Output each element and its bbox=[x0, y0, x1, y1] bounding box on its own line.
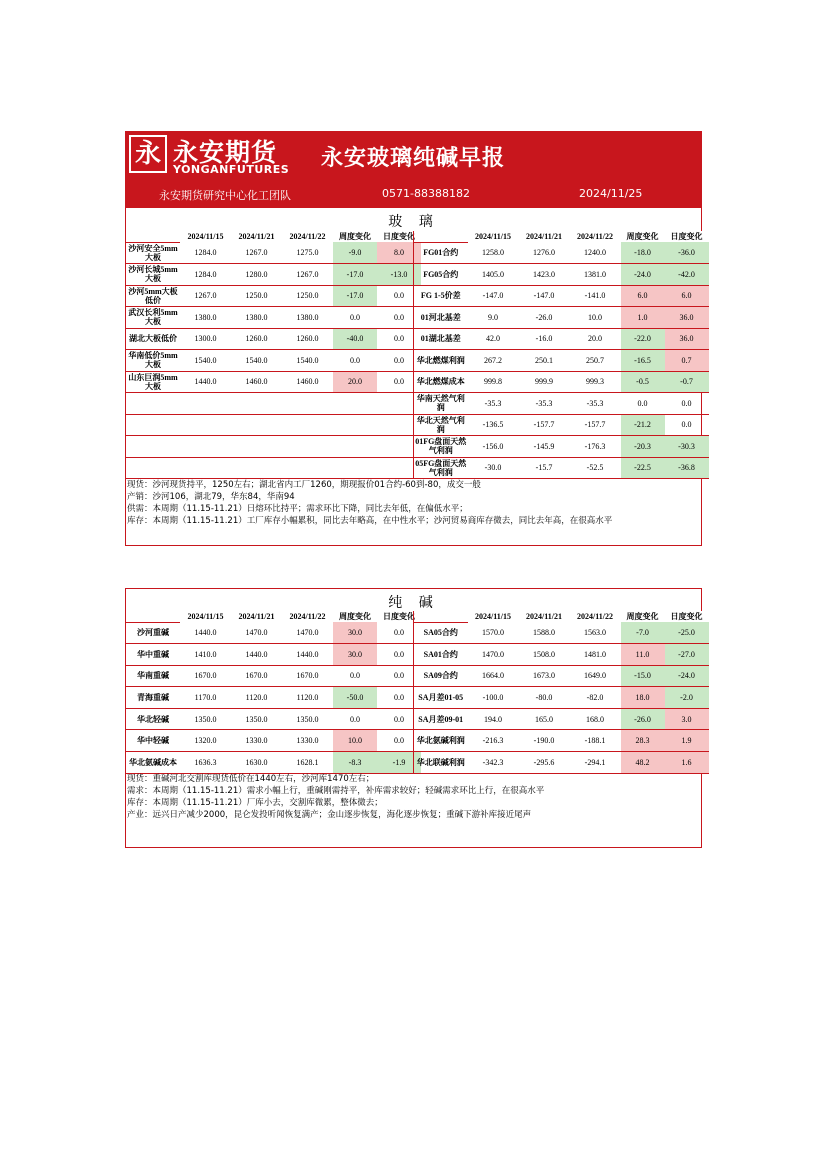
weekly-change: -7.0 bbox=[621, 622, 665, 644]
value-cell: 1330.0 bbox=[282, 730, 333, 752]
value-cell: 250.1 bbox=[519, 350, 570, 372]
daily-change: -30.3 bbox=[665, 436, 709, 458]
value-cell: -190.0 bbox=[519, 730, 570, 752]
value-cell: 267.2 bbox=[468, 350, 519, 372]
value-cell: 42.0 bbox=[468, 328, 519, 350]
glass-notes bbox=[127, 479, 612, 527]
row-label: 华北燃煤利润 bbox=[414, 350, 468, 372]
value-cell: 1284.0 bbox=[180, 242, 231, 264]
value-cell: 1240.0 bbox=[570, 242, 621, 264]
row-label: 华北联碱利润 bbox=[414, 752, 468, 774]
row-label: 华南重碱 bbox=[126, 665, 180, 687]
value-cell: -147.0 bbox=[468, 285, 519, 307]
daily-change: 0.0 bbox=[377, 328, 421, 350]
value-cell: -15.7 bbox=[519, 457, 570, 479]
value-cell: 1670.0 bbox=[180, 665, 231, 687]
value-cell: 1350.0 bbox=[282, 708, 333, 730]
table-row bbox=[126, 708, 421, 730]
table-row bbox=[414, 371, 709, 393]
value-cell: 1275.0 bbox=[282, 242, 333, 264]
column-header: 2024/11/22 bbox=[576, 612, 613, 621]
table-row bbox=[126, 242, 421, 264]
daily-change: 1.6 bbox=[665, 752, 709, 774]
empty-row bbox=[126, 436, 421, 458]
note-line: 产业：远兴日产减少2000，昆仑发投听闻恢复满产；金山逐步恢复，海化逐步恢复；重碱下游补库接近尾声 bbox=[127, 810, 532, 820]
weekly-change: 18.0 bbox=[621, 687, 665, 709]
row-label: FG05合约 bbox=[414, 264, 468, 286]
logo-en: YONGANFUTURES bbox=[173, 163, 290, 176]
value-cell: 1460.0 bbox=[282, 371, 333, 393]
logo-cn: 永安期货 bbox=[173, 138, 278, 167]
table-row bbox=[414, 730, 709, 752]
weekly-change: 48.2 bbox=[621, 752, 665, 774]
value-cell: 1540.0 bbox=[231, 350, 282, 372]
weekly-change: -20.3 bbox=[621, 436, 665, 458]
row-label: 沙河安全5mm大板 bbox=[126, 242, 180, 264]
daily-change: -36.0 bbox=[665, 242, 709, 264]
table-row bbox=[126, 752, 421, 774]
empty-row bbox=[126, 393, 421, 415]
row-label: 华中轻碱 bbox=[126, 730, 180, 752]
header-blank bbox=[126, 611, 180, 622]
row-label: SA月差09-01 bbox=[414, 708, 468, 730]
table-row bbox=[414, 708, 709, 730]
empty-row bbox=[126, 414, 421, 436]
value-cell: 1649.0 bbox=[570, 665, 621, 687]
value-cell: 1170.0 bbox=[180, 687, 231, 709]
daily-change: -27.0 bbox=[665, 644, 709, 666]
value-cell: 1540.0 bbox=[180, 350, 231, 372]
weekly-change: -22.0 bbox=[621, 328, 665, 350]
table-row bbox=[126, 687, 421, 709]
row-label: SA05合约 bbox=[414, 622, 468, 644]
value-cell: 1380.0 bbox=[180, 307, 231, 329]
column-header: 2024/11/15 bbox=[187, 232, 224, 241]
table-row bbox=[414, 752, 709, 774]
note-line: 供需：本周期（11.15-11.21）日熔环比持平；需求环比下降，同比去年低，在偏低水平； bbox=[127, 504, 468, 514]
row-label: 沙河5mm大板低价 bbox=[126, 285, 180, 307]
table-row bbox=[414, 242, 709, 264]
value-cell: -342.3 bbox=[468, 752, 519, 774]
row-label: 武汉长利5mm大板 bbox=[126, 307, 180, 329]
row-label: 华北氨碱利润 bbox=[414, 730, 468, 752]
column-header: 2024/11/21 bbox=[238, 612, 275, 621]
row-label: 青海重碱 bbox=[126, 687, 180, 709]
value-cell: -82.0 bbox=[570, 687, 621, 709]
column-header: 周度变化 bbox=[621, 611, 665, 622]
row-label: FG 1-5价差 bbox=[414, 285, 468, 307]
value-cell: 1267.0 bbox=[231, 242, 282, 264]
weekly-change: -40.0 bbox=[333, 328, 377, 350]
daily-change: 6.0 bbox=[665, 285, 709, 307]
value-cell: -145.9 bbox=[519, 436, 570, 458]
table-row bbox=[414, 457, 709, 479]
value-cell: 1405.0 bbox=[468, 264, 519, 286]
daily-change: 0.0 bbox=[377, 644, 421, 666]
daily-change: -1.9 bbox=[377, 752, 421, 774]
value-cell: 1440.0 bbox=[282, 644, 333, 666]
daily-change: 0.7 bbox=[665, 350, 709, 372]
value-cell: -30.0 bbox=[468, 457, 519, 479]
value-cell: 1470.0 bbox=[468, 644, 519, 666]
value-cell: -188.1 bbox=[570, 730, 621, 752]
value-cell: -35.3 bbox=[468, 393, 519, 415]
value-cell: 1508.0 bbox=[519, 644, 570, 666]
note-line: 库存：本周期（11.15-11.21）厂库小去，交割库微累，整体微去； bbox=[127, 798, 383, 808]
value-cell: 1440.0 bbox=[180, 622, 231, 644]
value-cell: 999.3 bbox=[570, 371, 621, 393]
row-label: 01河北基差 bbox=[414, 307, 468, 329]
row-label: SA01合约 bbox=[414, 644, 468, 666]
value-cell: 1381.0 bbox=[570, 264, 621, 286]
table-row bbox=[414, 264, 709, 286]
row-label: 华中重碱 bbox=[126, 644, 180, 666]
weekly-change: 0.0 bbox=[621, 393, 665, 415]
logo-mark: 永 bbox=[129, 135, 167, 173]
value-cell: 1320.0 bbox=[180, 730, 231, 752]
column-header: 2024/11/15 bbox=[187, 612, 224, 621]
daily-change: -36.8 bbox=[665, 457, 709, 479]
row-label: 湖北大板低价 bbox=[126, 328, 180, 350]
table-row bbox=[414, 328, 709, 350]
report-title: 永安玻璃纯碱早报 bbox=[321, 146, 506, 171]
value-cell: 1280.0 bbox=[231, 264, 282, 286]
daily-change: -0.7 bbox=[665, 371, 709, 393]
value-cell: 1670.0 bbox=[231, 665, 282, 687]
empty-row bbox=[126, 457, 421, 479]
value-cell: 1410.0 bbox=[180, 644, 231, 666]
daily-change: 0.0 bbox=[377, 350, 421, 372]
weekly-change: -8.3 bbox=[333, 752, 377, 774]
value-cell: 1540.0 bbox=[282, 350, 333, 372]
value-cell: 1563.0 bbox=[570, 622, 621, 644]
glass-title: 玻 璃 bbox=[388, 214, 439, 230]
company-logo bbox=[129, 135, 289, 179]
value-cell: -294.1 bbox=[570, 752, 621, 774]
value-cell: -26.0 bbox=[519, 307, 570, 329]
column-header: 2024/11/22 bbox=[289, 232, 326, 241]
table-row bbox=[414, 393, 709, 415]
weekly-change: 30.0 bbox=[333, 644, 377, 666]
value-cell: 1276.0 bbox=[519, 242, 570, 264]
table-row bbox=[414, 622, 709, 644]
column-header: 2024/11/22 bbox=[289, 612, 326, 621]
value-cell: 1120.0 bbox=[282, 687, 333, 709]
weekly-change: -16.5 bbox=[621, 350, 665, 372]
value-cell: -35.3 bbox=[570, 393, 621, 415]
daily-change: 36.0 bbox=[665, 307, 709, 329]
row-label: 沙河长城5mm大板 bbox=[126, 264, 180, 286]
value-cell: 194.0 bbox=[468, 708, 519, 730]
value-cell: -100.0 bbox=[468, 687, 519, 709]
table-row bbox=[126, 350, 421, 372]
daily-change: 1.9 bbox=[665, 730, 709, 752]
value-cell: 1258.0 bbox=[468, 242, 519, 264]
value-cell: 1267.0 bbox=[180, 285, 231, 307]
value-cell: 1481.0 bbox=[570, 644, 621, 666]
weekly-change: -50.0 bbox=[333, 687, 377, 709]
table-row bbox=[414, 307, 709, 329]
weekly-change: 1.0 bbox=[621, 307, 665, 329]
column-header: 周度变化 bbox=[621, 231, 665, 242]
weekly-change: -18.0 bbox=[621, 242, 665, 264]
row-label: FG01合约 bbox=[414, 242, 468, 264]
table-row bbox=[126, 730, 421, 752]
glass-futures-table bbox=[413, 231, 709, 479]
soda-title: 纯 碱 bbox=[388, 595, 439, 611]
weekly-change: -9.0 bbox=[333, 242, 377, 264]
team-name: 永安期货研究中心化工团队 bbox=[159, 189, 291, 202]
column-header: 2024/11/15 bbox=[474, 612, 511, 621]
row-label: 华北天然气利润 bbox=[414, 414, 468, 436]
row-label: 华北氨碱成本 bbox=[126, 752, 180, 774]
value-cell: 165.0 bbox=[519, 708, 570, 730]
table-row bbox=[414, 644, 709, 666]
column-header: 日度变化 bbox=[665, 611, 709, 622]
value-cell: 1570.0 bbox=[468, 622, 519, 644]
weekly-change: 6.0 bbox=[621, 285, 665, 307]
row-label: SA月差01-05 bbox=[414, 687, 468, 709]
weekly-change: 0.0 bbox=[333, 350, 377, 372]
header-blank bbox=[414, 611, 468, 622]
daily-change: 3.0 bbox=[665, 708, 709, 730]
weekly-change: 28.3 bbox=[621, 730, 665, 752]
row-label: 华南低价5mm大板 bbox=[126, 350, 180, 372]
value-cell: 1260.0 bbox=[231, 328, 282, 350]
table-row bbox=[126, 665, 421, 687]
value-cell: 1260.0 bbox=[282, 328, 333, 350]
table-row bbox=[414, 414, 709, 436]
value-cell: 1350.0 bbox=[180, 708, 231, 730]
row-label: 山东巨润5mm大板 bbox=[126, 371, 180, 393]
row-label: 华南天然气利润 bbox=[414, 393, 468, 415]
header-blank bbox=[126, 231, 180, 242]
value-cell: 1628.1 bbox=[282, 752, 333, 774]
value-cell: 1284.0 bbox=[180, 264, 231, 286]
column-header: 2024/11/21 bbox=[238, 232, 275, 241]
value-cell: 1330.0 bbox=[231, 730, 282, 752]
daily-change: 0.0 bbox=[377, 708, 421, 730]
value-cell: -80.0 bbox=[519, 687, 570, 709]
value-cell: 1470.0 bbox=[282, 622, 333, 644]
daily-change: -2.0 bbox=[665, 687, 709, 709]
phone-number: 0571-88388182 bbox=[382, 187, 470, 200]
weekly-change: 0.0 bbox=[333, 708, 377, 730]
empty-cell bbox=[126, 436, 421, 458]
table-row bbox=[414, 665, 709, 687]
weekly-change: -21.2 bbox=[621, 414, 665, 436]
table-row bbox=[126, 307, 421, 329]
daily-change: -42.0 bbox=[665, 264, 709, 286]
row-label: 华北燃煤成本 bbox=[414, 371, 468, 393]
daily-change: -24.0 bbox=[665, 665, 709, 687]
table-row bbox=[414, 436, 709, 458]
daily-change: -25.0 bbox=[665, 622, 709, 644]
column-header: 2024/11/21 bbox=[525, 232, 562, 241]
daily-change: 0.0 bbox=[665, 393, 709, 415]
note-line: 现货：沙河现货持平，1250左右；湖北省内工厂1260，期现报价01合约-60到-80，成交一般 bbox=[127, 480, 481, 490]
value-cell: 1440.0 bbox=[231, 644, 282, 666]
daily-change: 8.0 bbox=[377, 242, 421, 264]
value-cell: 1664.0 bbox=[468, 665, 519, 687]
value-cell: 1636.3 bbox=[180, 752, 231, 774]
table-row bbox=[126, 328, 421, 350]
note-line: 库存：本周期（11.15-11.21）工厂库存小幅累积，同比去年略高，在中性水平；沙河贸易商库存微去，同比去年高，在很高水平 bbox=[127, 516, 613, 526]
weekly-change: 30.0 bbox=[333, 622, 377, 644]
row-label: 01FG盘面天然气利润 bbox=[415, 437, 467, 456]
daily-change: 0.0 bbox=[377, 285, 421, 307]
column-header: 周度变化 bbox=[333, 611, 377, 622]
soda-notes bbox=[127, 773, 544, 821]
table-row bbox=[126, 644, 421, 666]
table-row bbox=[126, 371, 421, 393]
value-cell: 1350.0 bbox=[231, 708, 282, 730]
weekly-change: 11.0 bbox=[621, 644, 665, 666]
report-banner bbox=[125, 131, 702, 207]
weekly-change: 10.0 bbox=[333, 730, 377, 752]
table-row bbox=[414, 285, 709, 307]
report-date: 2024/11/25 bbox=[579, 187, 643, 200]
weekly-change: 0.0 bbox=[333, 307, 377, 329]
weekly-change: -26.0 bbox=[621, 708, 665, 730]
daily-change: 0.0 bbox=[377, 307, 421, 329]
value-cell: -216.3 bbox=[468, 730, 519, 752]
empty-cell bbox=[126, 414, 421, 436]
value-cell: 1673.0 bbox=[519, 665, 570, 687]
daily-change: -13.0 bbox=[377, 264, 421, 286]
table-row bbox=[414, 350, 709, 372]
value-cell: -141.0 bbox=[570, 285, 621, 307]
daily-change: 0.0 bbox=[377, 371, 421, 393]
value-cell: 1588.0 bbox=[519, 622, 570, 644]
value-cell: 20.0 bbox=[570, 328, 621, 350]
value-cell: -16.0 bbox=[519, 328, 570, 350]
value-cell: 1460.0 bbox=[231, 371, 282, 393]
value-cell: -147.0 bbox=[519, 285, 570, 307]
glass-spot-table bbox=[126, 231, 421, 479]
table-row bbox=[126, 622, 421, 644]
value-cell: 9.0 bbox=[468, 307, 519, 329]
daily-change: 0.0 bbox=[665, 414, 709, 436]
header-blank bbox=[414, 231, 468, 242]
value-cell: 999.8 bbox=[468, 371, 519, 393]
value-cell: 1250.0 bbox=[231, 285, 282, 307]
weekly-change: -15.0 bbox=[621, 665, 665, 687]
row-label: 沙河重碱 bbox=[126, 622, 180, 644]
value-cell: 1630.0 bbox=[231, 752, 282, 774]
value-cell: 168.0 bbox=[570, 708, 621, 730]
value-cell: 1380.0 bbox=[231, 307, 282, 329]
value-cell: 999.9 bbox=[519, 371, 570, 393]
column-header: 日度变化 bbox=[377, 231, 421, 242]
empty-cell bbox=[126, 457, 421, 479]
value-cell: -176.3 bbox=[570, 436, 621, 458]
value-cell: 1470.0 bbox=[231, 622, 282, 644]
value-cell: 1423.0 bbox=[519, 264, 570, 286]
row-label: SA09合约 bbox=[414, 665, 468, 687]
column-header: 周度变化 bbox=[333, 231, 377, 242]
value-cell: -157.7 bbox=[519, 414, 570, 436]
value-cell: 1120.0 bbox=[231, 687, 282, 709]
table-row bbox=[126, 285, 421, 307]
weekly-change: -17.0 bbox=[333, 264, 377, 286]
daily-change: 0.0 bbox=[377, 730, 421, 752]
daily-change: 0.0 bbox=[377, 665, 421, 687]
weekly-change: -24.0 bbox=[621, 264, 665, 286]
row-label: 华北轻碱 bbox=[126, 708, 180, 730]
value-cell: 1267.0 bbox=[282, 264, 333, 286]
weekly-change: -0.5 bbox=[621, 371, 665, 393]
column-header: 日度变化 bbox=[665, 231, 709, 242]
value-cell: -156.0 bbox=[468, 436, 519, 458]
value-cell: 10.0 bbox=[570, 307, 621, 329]
weekly-change: 0.0 bbox=[333, 665, 377, 687]
value-cell: 1670.0 bbox=[282, 665, 333, 687]
column-header: 2024/11/21 bbox=[525, 612, 562, 621]
daily-change: 0.0 bbox=[377, 622, 421, 644]
weekly-change: 20.0 bbox=[333, 371, 377, 393]
value-cell: 1250.0 bbox=[282, 285, 333, 307]
value-cell: -136.5 bbox=[468, 414, 519, 436]
value-cell: 1300.0 bbox=[180, 328, 231, 350]
note-line: 现货：重碱河北交割库现货低价在1440左右，沙河库1470左右； bbox=[127, 774, 375, 784]
soda-spot-table bbox=[126, 611, 421, 774]
soda-futures-table bbox=[413, 611, 709, 774]
note-line: 产销：沙河106，湖北79，华东84，华南94 bbox=[127, 492, 295, 502]
table-row bbox=[414, 687, 709, 709]
weekly-change: -17.0 bbox=[333, 285, 377, 307]
note-line: 需求：本周期（11.15-11.21）需求小幅上行，重碱刚需持平，补库需求较好；轻碱需求环比上行，在很高水平 bbox=[127, 786, 545, 796]
value-cell: 1440.0 bbox=[180, 371, 231, 393]
row-label: 05FG盘面天然气利润 bbox=[415, 458, 467, 477]
table-row bbox=[126, 264, 421, 286]
value-cell: -35.3 bbox=[519, 393, 570, 415]
column-header: 2024/11/22 bbox=[576, 232, 613, 241]
empty-cell bbox=[126, 393, 421, 415]
daily-change: 0.0 bbox=[377, 687, 421, 709]
value-cell: -157.7 bbox=[570, 414, 621, 436]
value-cell: -52.5 bbox=[570, 457, 621, 479]
value-cell: -295.6 bbox=[519, 752, 570, 774]
value-cell: 250.7 bbox=[570, 350, 621, 372]
weekly-change: -22.5 bbox=[621, 457, 665, 479]
column-header: 日度变化 bbox=[377, 611, 421, 622]
value-cell: 1380.0 bbox=[282, 307, 333, 329]
row-label: 01湖北基差 bbox=[414, 328, 468, 350]
daily-change: 36.0 bbox=[665, 328, 709, 350]
column-header: 2024/11/15 bbox=[474, 232, 511, 241]
